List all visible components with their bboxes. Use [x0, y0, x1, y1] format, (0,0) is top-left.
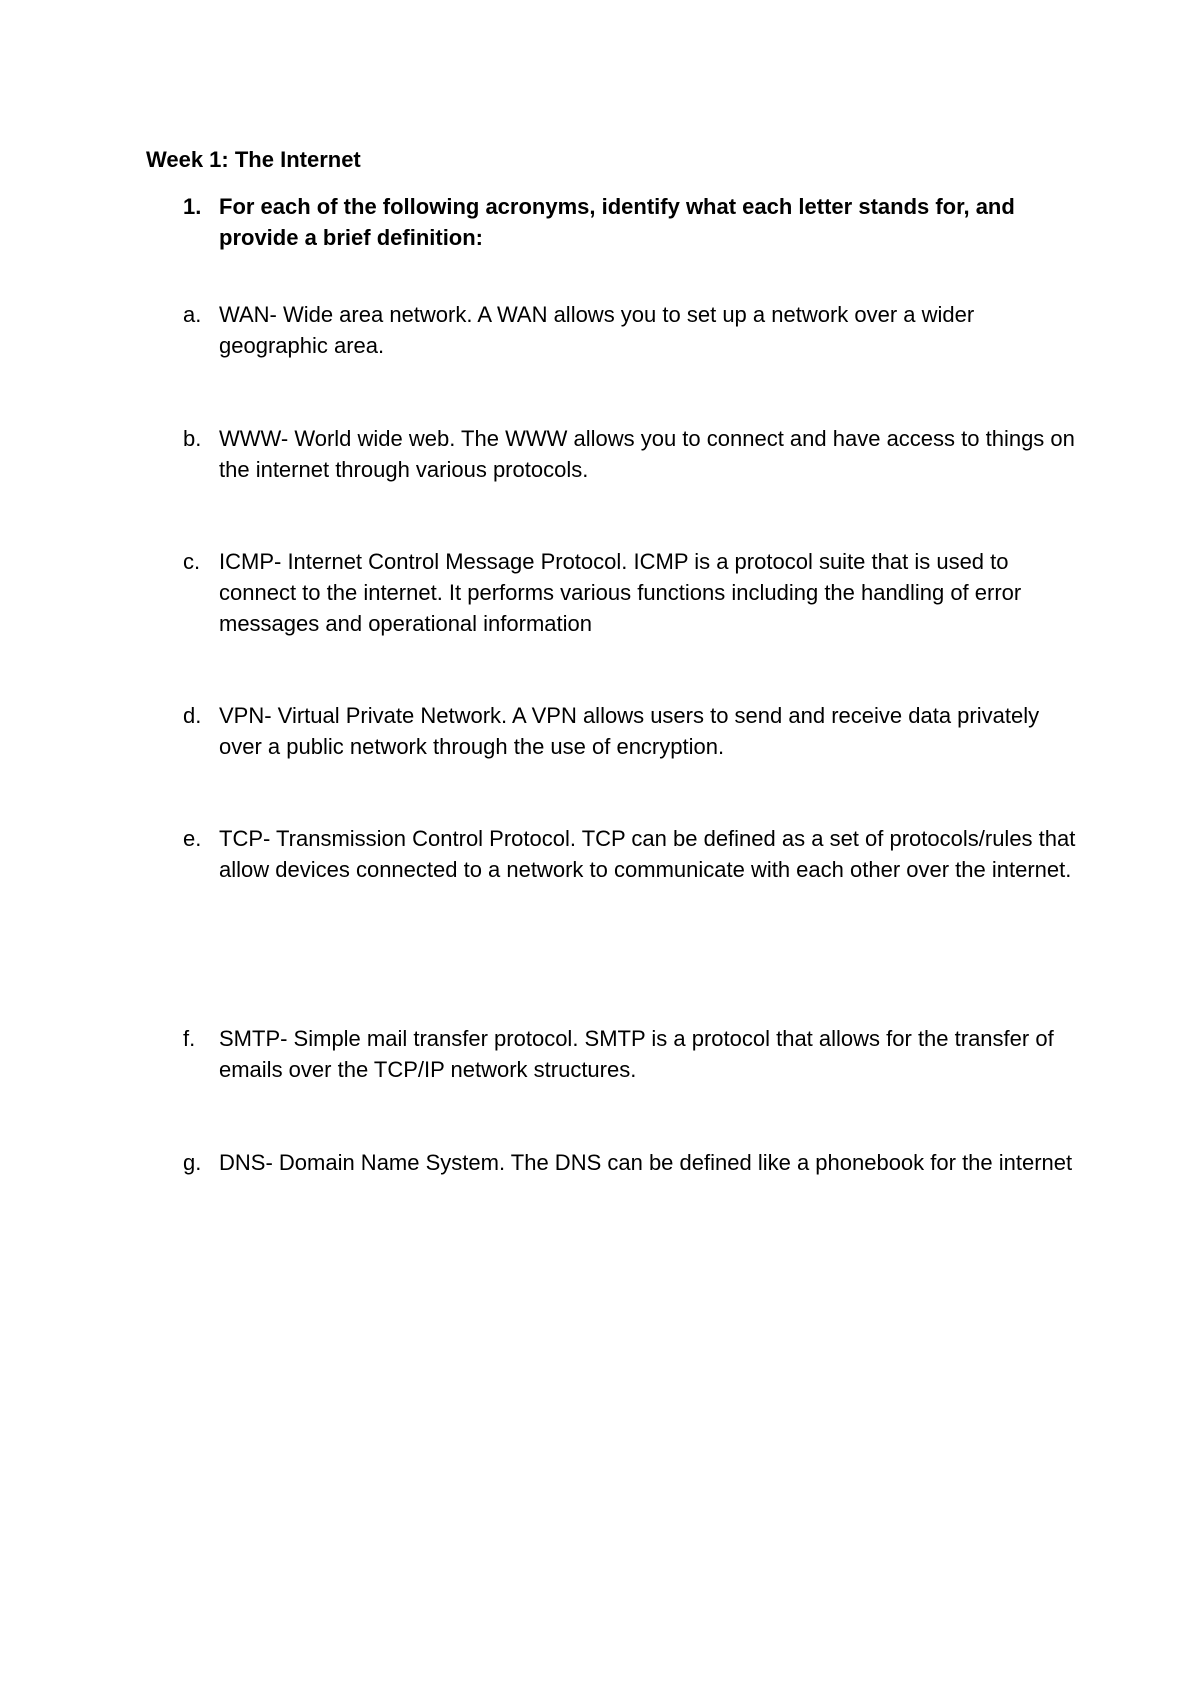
page-title: Week 1: The Internet [146, 147, 361, 172]
question-number: 1. [183, 194, 202, 219]
list-item-letter: f. [183, 1026, 196, 1051]
list-item-text: TCP- Transmission Control Protocol. TCP can be defined as a set of protocols/rules that allow devices connected to a network to communicate with each other over the internet. [219, 826, 1076, 882]
list-item-text: SMTP- Simple mail transfer protocol. SMTP is a protocol that allows for the transfer of emails over the TCP/IP network structures. [219, 1026, 1054, 1082]
list-item-text: ICMP- Internet Control Message Protocol. ICMP is a protocol suite that is used to connect to the internet. It performs various functions including the handling of error messages and operational information [219, 549, 1022, 636]
list-item-letter: d. [183, 703, 202, 728]
list-item-text: WWW- World wide web. The WWW allows you to connect and have access to things on the internet through various protocols. [219, 426, 1075, 482]
list-item-text: WAN- Wide area network. A WAN allows you to set up a network over a wider geographic area. [219, 302, 975, 358]
list-item-vpn [183, 700, 1083, 762]
list-item-icmp [183, 546, 1083, 639]
question-1 [183, 191, 1083, 253]
question-text: For each of the following acronyms, identify what each letter stands for, and provide a brief definition: [219, 194, 1015, 250]
list-item-letter: c. [183, 549, 201, 574]
list-item-dns [183, 1147, 1083, 1178]
list-item-www [183, 423, 1083, 485]
list-item-text: VPN- Virtual Private Network. A VPN allows users to send and receive data privately over a public network through the use of encryption. [219, 703, 1040, 759]
list-item-text: DNS- Domain Name System. The DNS can be defined like a phonebook for the internet [219, 1150, 1073, 1175]
list-item-letter: b. [183, 426, 202, 451]
list-item-smtp [183, 1023, 1083, 1085]
list-item-letter: e. [183, 826, 202, 851]
list-item-letter: a. [183, 302, 202, 327]
list-item-wan [183, 299, 1083, 361]
list-item-tcp [183, 823, 1083, 885]
list-item-letter: g. [183, 1150, 202, 1175]
